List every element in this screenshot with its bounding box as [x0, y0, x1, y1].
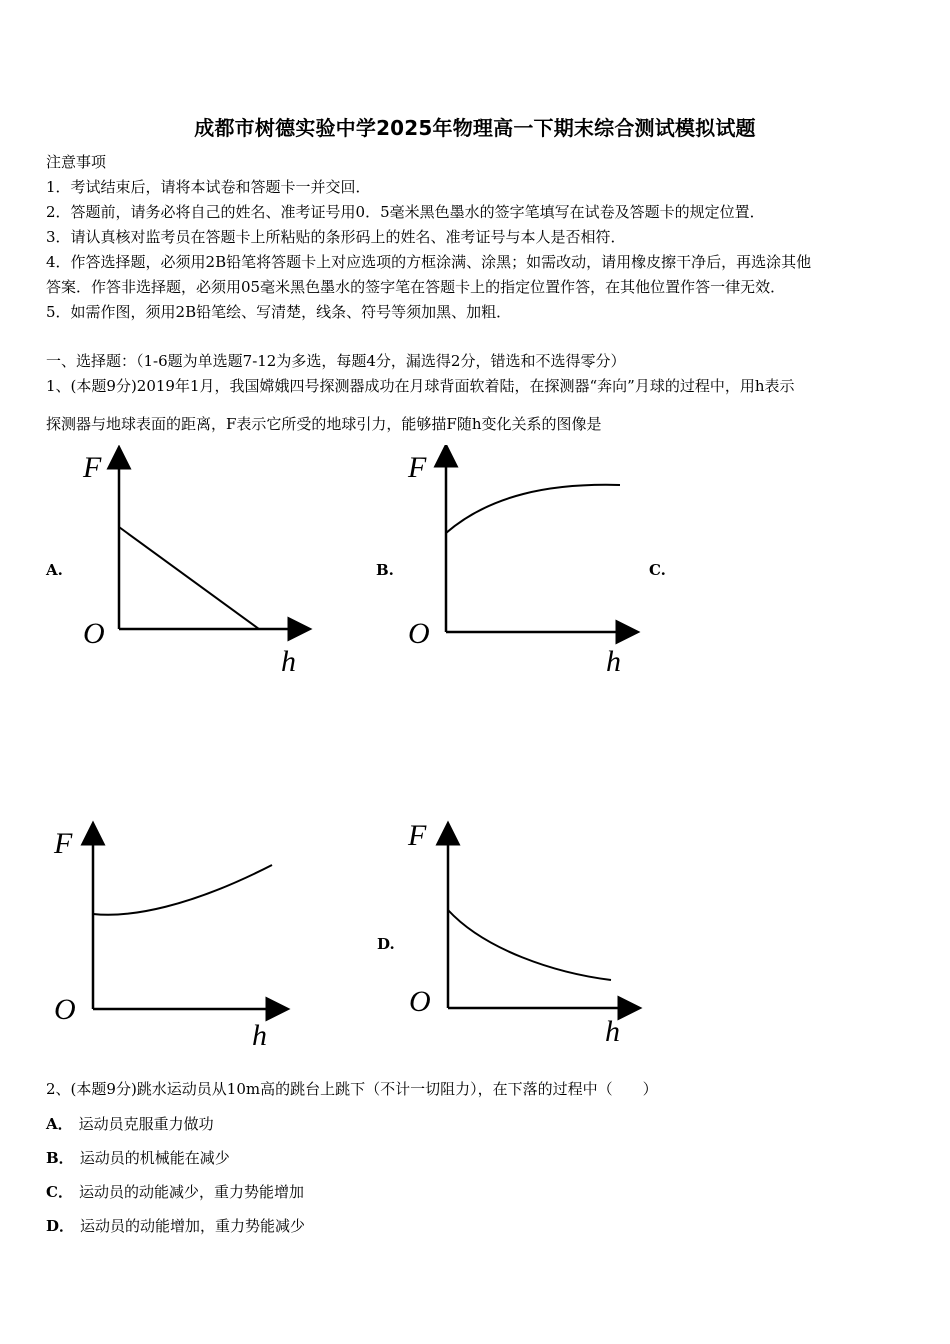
option-text: 运动员克服重力做功 [78, 1115, 214, 1133]
notice-item: 2．答题前，请务必将自己的姓名、准考证号用0．5毫米黑色墨水的签字笔填写在试卷及答题卡的规定位置． [46, 203, 765, 221]
q2-option-a[interactable] [46, 1114, 214, 1134]
option-key: B． [46, 1149, 74, 1167]
svg-text:O: O [408, 617, 430, 650]
notice-heading: 注意事项 [46, 153, 107, 171]
option-key: C． [46, 1183, 73, 1201]
option-key: A． [46, 1115, 73, 1133]
notice-item: 4．作答选择题，必须用2B铅笔将答题卡上对应选项的方框涂满、涂黑；如需改动，请用橡皮擦干净后，再选涂其他 [46, 253, 812, 271]
q2-option-d[interactable] [46, 1216, 305, 1236]
svg-text:F: F [408, 451, 427, 484]
notice-item: 答案．作答非选择题，必须用05毫米黑色墨水的签字笔在答题卡上的指定位置作答，在其他位置作答一律无效． [46, 278, 786, 296]
section-heading: 一、选择题：（1-6题为单选题7-12为多选，每题4分，漏选得2分，错选和不选得零分） [46, 352, 626, 370]
graph-a-linear-decrease [75, 445, 325, 675]
graph-c-increasing [50, 815, 300, 1055]
q2-option-b[interactable] [46, 1148, 230, 1168]
page-title: 成都市树德实验中学2025年物理高一下期末综合测试模拟试题 [194, 116, 756, 140]
option-key: D． [46, 1217, 75, 1235]
q2-option-c[interactable] [46, 1182, 304, 1202]
svg-text:F: F [408, 819, 427, 852]
svg-text:h: h [252, 1019, 267, 1052]
question-1-line-2: 探测器与地球表面的距离，F表示它所受的地球引力，能够描F随h变化关系的图像是 [46, 415, 602, 433]
svg-text:h: h [606, 645, 621, 675]
graph-d-decreasing-curve [405, 815, 655, 1055]
option-d-label[interactable]: D. [377, 935, 395, 953]
svg-text:h: h [605, 1015, 620, 1048]
notice-item: 3．请认真核对监考员在答题卡上所粘贴的条形码上的姓名、准考证号与本人是否相符． [46, 228, 626, 246]
question-2-stem: 2、(本题9分)跳水运动员从10m高的跳台上跳下（不计一切阻力），在下落的过程中（ ） [46, 1080, 658, 1098]
option-a-label[interactable]: A. [46, 561, 63, 579]
svg-text:O: O [409, 985, 431, 1018]
notice-item: 5．如需作图，须用2B铅笔绘、写清楚，线条、符号等须加黑、加粗． [46, 303, 512, 321]
graph-b-increasing-saturating [400, 445, 650, 675]
notice-item: 1．考试结束后，请将本试卷和答题卡一并交回． [46, 178, 371, 196]
option-b-label[interactable]: B. [376, 561, 394, 579]
option-text: 运动员的动能增加，重力势能减少 [80, 1217, 306, 1235]
svg-text:O: O [83, 617, 105, 650]
question-1-line-1: 1、(本题9分)2019年1月，我国嫦娥四号探测器成功在月球背面软着陆，在探测器“奔向”月球的过程中，用h表示 [46, 377, 795, 395]
option-c-label[interactable]: C. [649, 561, 666, 579]
svg-text:O: O [54, 993, 76, 1026]
option-text: 运动员的机械能在减少 [79, 1149, 230, 1167]
svg-text:F: F [54, 827, 73, 860]
y-axis-label: F [83, 451, 102, 484]
svg-text:h: h [281, 645, 296, 675]
option-text: 运动员的动能减少，重力势能增加 [78, 1183, 304, 1201]
